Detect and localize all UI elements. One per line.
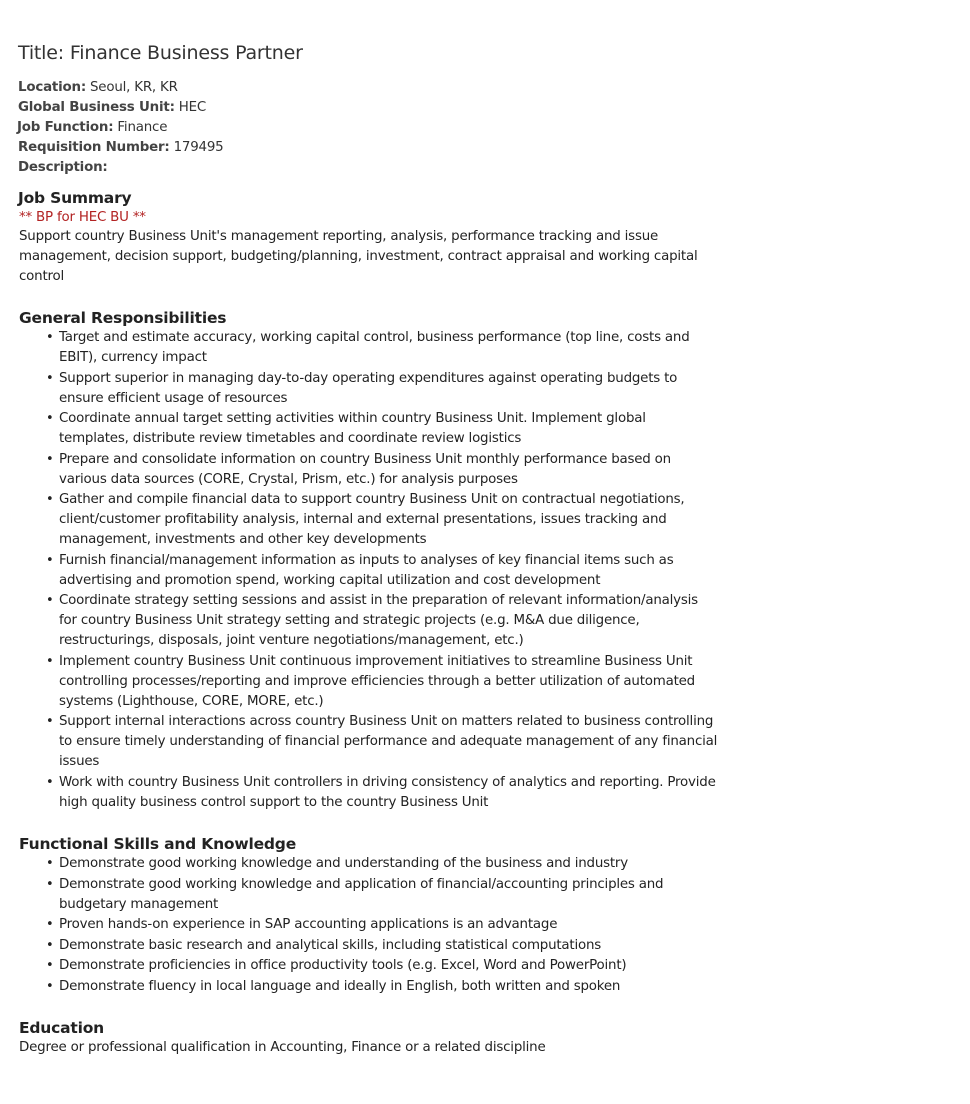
- list-item: • Coordinate annual target setting activities within country Business Unit. Implement global templates, distribute review timetables and coordinate review logistics: [46, 411, 646, 446]
- gbu-label: Global Business Unit:: [18, 100, 175, 115]
- bullet-icon: •: [46, 917, 54, 932]
- job-title: [18, 38, 718, 68]
- bullet-icon: •: [46, 330, 54, 345]
- job-summary-text: Support country Business Unit's management reporting, analysis, performance tracking and issue management, decision support, budgeting/planning, investment, contract appraisal and working capital control: [19, 229, 698, 284]
- job-posting: [18, 38, 718, 1058]
- location-label: Location:: [18, 80, 86, 95]
- list-item: • Demonstrate basic research and analytical skills, including statistical computations: [59, 936, 718, 956]
- bullet-icon: •: [46, 593, 54, 608]
- gbu-value: HEC: [178, 100, 207, 115]
- job-function-label: Job Function:: [17, 120, 114, 135]
- job-description: [19, 188, 718, 1058]
- bullet-icon: •: [46, 653, 54, 669]
- bullet-icon: •: [46, 370, 54, 386]
- list-item: • Work with country Business Unit controllers in driving consistency of analytics and reporting. Provide high quality business control support to the country Business Unit: [46, 774, 716, 810]
- job-function-field: [17, 118, 718, 138]
- list-item: • Implement country Business Unit continuous improvement initiatives to streamline Business Unit controlling processes/reporting and improve efficiencies through a better utilization of automated systems (Lighthouse, CORE, MORE, etc.): [46, 653, 695, 709]
- list-item: • Support superior in managing day-to-day operating expenditures against operating budgets to ensure efficient usage of resources: [46, 370, 678, 406]
- bullet-icon: •: [46, 978, 54, 994]
- location-value: Seoul, KR, KR: [89, 80, 178, 95]
- title-value: Finance Business Partner: [69, 42, 303, 64]
- location-field: [18, 78, 718, 98]
- job-summary-heading: Job Summary: [18, 189, 132, 207]
- bullet-icon: •: [46, 774, 54, 790]
- requisition-value: 179495: [173, 140, 224, 155]
- list-item: • Demonstrate good working knowledge and application of financial/accounting principles and budgetary management: [46, 876, 664, 912]
- list-item: • Gather and compile financial data to support country Business Unit on contractual negotiations, client/customer profitability analysis, internal and external presentations, issues tracking and management, investments and other key developments: [46, 492, 685, 547]
- bullet-icon: •: [46, 411, 54, 426]
- list-item: • Proven hands-on experience in SAP accounting applications is an advantage: [59, 915, 718, 935]
- bullet-icon: •: [46, 714, 54, 729]
- list-item: • Demonstrate proficiencies in office productivity tools (e.g. Excel, Word and PowerPoint): [59, 956, 718, 976]
- list-item: • Prepare and consolidate information on country Business Unit monthly performance based on various data sources (CORE, Crystal, Prism, etc.) for analysis purposes: [46, 451, 671, 487]
- list-item: • Target and estimate accuracy, working capital control, business performance (top line, costs and EBIT), currency impact: [46, 330, 690, 365]
- general-responsibilities-heading: General Responsibilities: [19, 309, 227, 327]
- responsibilities-list: [19, 328, 718, 813]
- description-label: Description:: [18, 160, 108, 175]
- requisition-label: Requisition Number:: [18, 140, 170, 155]
- skills-list: [19, 854, 718, 997]
- list-item: • Support internal interactions across country Business Unit on matters related to business controlling to ensure timely understanding of financial performance and adequate management of any financial issues: [46, 714, 718, 769]
- list-item: • Coordinate strategy setting sessions and assist in the preparation of relevant information/analysis for country Business Unit strategy setting and strategic projects (e.g. M&A due diligence, restructurings, disposals, joint venture negotiations/management, etc.): [46, 593, 698, 648]
- job-function-value: Finance: [117, 120, 168, 135]
- list-item: • Demonstrate good working knowledge and understanding of the business and industry: [59, 854, 718, 874]
- bullet-icon: •: [46, 937, 54, 953]
- education-text: Degree or professional qualification in Accounting, Finance or a related discipline: [19, 1040, 546, 1055]
- bu-note: ** BP for HEC BU **: [19, 210, 146, 225]
- requisition-number-field: [18, 138, 718, 158]
- description-field: [18, 158, 718, 178]
- list-item: • Furnish financial/management information as inputs to analyses of key financial items such as advertising and promotion spend, working capital utilization and cost development: [46, 552, 674, 588]
- bullet-icon: •: [46, 552, 54, 568]
- bullet-icon: •: [46, 492, 54, 507]
- bullet-icon: •: [46, 876, 54, 892]
- global-business-unit-field: [18, 98, 718, 118]
- education-heading: Education: [19, 1019, 104, 1037]
- bullet-icon: •: [46, 451, 54, 467]
- functional-skills-heading: Functional Skills and Knowledge: [19, 835, 297, 853]
- bullet-icon: •: [46, 856, 54, 871]
- list-item: • Demonstrate fluency in local language and ideally in English, both written and spoken: [59, 977, 718, 997]
- bullet-icon: •: [46, 958, 54, 973]
- title-label: Title:: [18, 42, 64, 64]
